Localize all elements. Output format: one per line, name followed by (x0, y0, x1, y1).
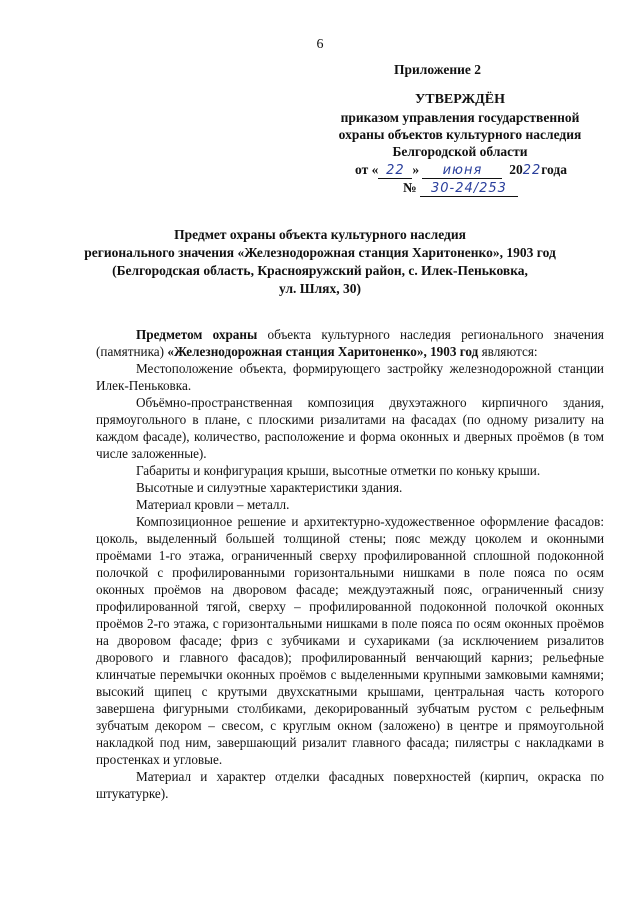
year-prefix: 20 (509, 162, 523, 177)
paragraph-roof-material: Материал кровли – металл. (136, 497, 290, 512)
paragraph-roof: Габариты и конфигурация крыши, высотные отметки по коньку крыши. (136, 463, 541, 478)
year-suffix: 22 (522, 163, 542, 178)
approval-number (403, 180, 518, 197)
paragraph-composition: Объёмно-пространственная композиция двухэтажного кирпичного здания, прямоугольного в плане, с плоскими ризалитами на фасадах (по одному ризалиту на каждом фасаде), количество, расположение и форма оконных и дверных проёмов (в том числе заложенные). (96, 395, 604, 461)
number-prefix: № (403, 180, 417, 195)
date-prefix: от « (355, 162, 379, 177)
title-line-4: ул. Шлях, 30) (279, 281, 361, 296)
date-sep: » (412, 162, 420, 177)
title-line-2: регионального значения «Железнодорожная станция Харитоненко», 1903 год (84, 245, 556, 260)
approval-date (355, 162, 567, 179)
year-word: года (541, 162, 567, 177)
document-body (96, 326, 604, 802)
paragraph-silhouette: Высотные и силуэтные характеристики здания. (136, 480, 403, 495)
intro-paragraph (96, 326, 604, 360)
title-line-1: Предмет охраны объекта культурного наследия (174, 227, 466, 242)
intro-bold-1: Предметом охраны (136, 327, 258, 342)
intro-bold-2: «Железнодорожная станция Харитоненко», 1903 год (167, 344, 479, 359)
date-month: июня (422, 163, 502, 179)
title-line-3: (Белгородская область, Краснояружский район, с. Илек-Пеньковка, (112, 263, 528, 278)
paragraph-location: Местоположение объекта, формирующего застройку железнодорожной станции Илек-Пеньковка. (96, 361, 604, 393)
order-line-1: приказом управления государственной (340, 110, 580, 125)
order-line-2: охраны объектов культурного наследия (338, 127, 582, 142)
intro-text-1: объекта культурного наследия регионального значения (памятника) (96, 327, 604, 359)
annex-label: Приложение 2 (394, 62, 482, 77)
order-line-3: Белгородской области (392, 144, 528, 159)
date-day: 22 (378, 163, 412, 179)
page-number: 6 (316, 37, 324, 52)
approved-heading: УТВЕРЖДЁН (414, 92, 506, 107)
document-title (60, 226, 580, 298)
intro-text-2: являются: (478, 344, 538, 359)
number-value: 30-24/253 (420, 181, 518, 197)
paragraph-finishing: Материал и характер отделки фасадных поверхностей (кирпич, окраска по штукатурке). (96, 769, 604, 801)
paragraph-facades: Композиционное решение и архитектурно-художественное оформление фасадов: цоколь, выделенный большей толщиной стены; пояс между цоколем и оконными проёмами 1-го этажа, ограниченный сверху профилированной сплошной подоконной полочкой с профилированными горизонтальными нишками в поле пояса по осям оконных проёмов на дворовом фасаде; междуэтажный пояс, ограниченный снизу профилированной тягой, сверху – профилированной подоконной полочкой оконных проёмов 2-го этажа, с горизонтальными нишками в поле пояса по осям оконных проёмов на дворовом фасаде; фриз с зубчиками и сухариками (за исключением ризалитов дворового и главного фасадов); профилированный венчающий карниз; рельефные клинчатые перемычки оконных проёмов с выделенными крупными замковыми камнями; высокий щипец с крутыми двухскатными крышами, центральная часть которого завершена фигурными столбиками, декорированный зубчатым рустом с рельефным зубчатым декором – свесом, с круглым окном (заложено) в центре и прямоугольной накладкой под ним, завершающий ризалит главного фасада; пилястры с накладками в простенках и угловые. (96, 514, 604, 767)
